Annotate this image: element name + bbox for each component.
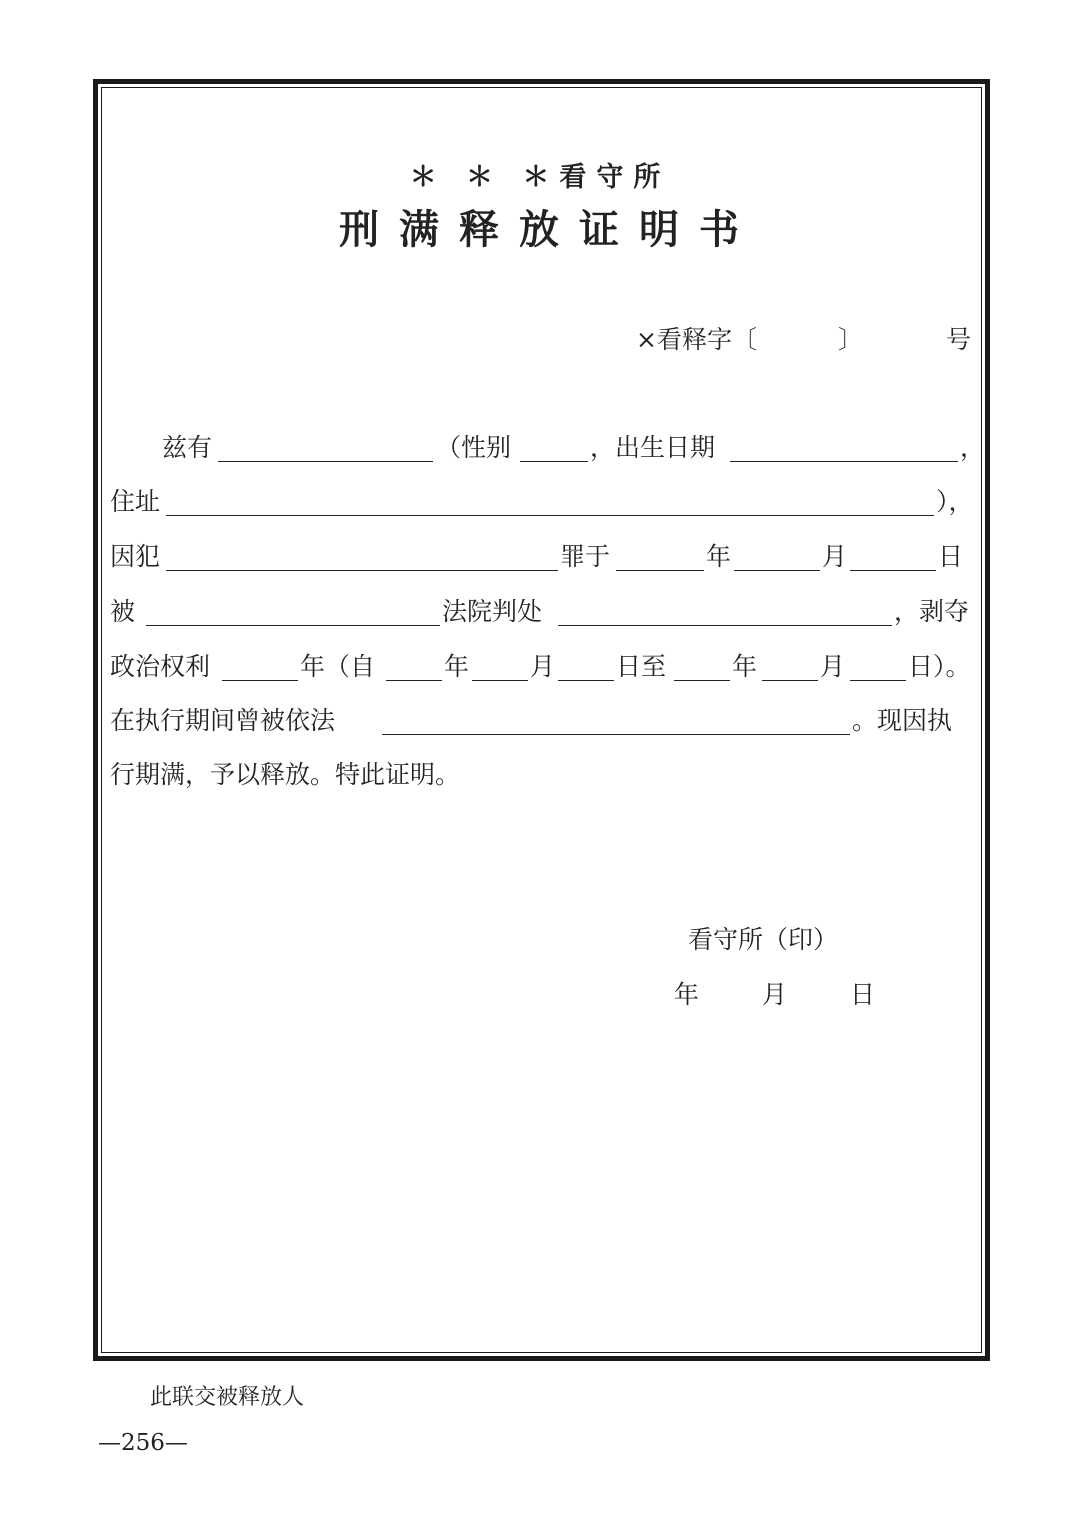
text-address-label: 住址 bbox=[110, 487, 161, 516]
conviction-month-blank[interactable] bbox=[734, 570, 820, 571]
signature-day: 日 bbox=[850, 980, 876, 1009]
text-month: 月 bbox=[530, 652, 556, 681]
text-political-rights: 政治权利 bbox=[110, 652, 211, 681]
birthdate-blank[interactable] bbox=[730, 461, 958, 462]
copy-recipient-note: 此联交被释放人 bbox=[150, 1385, 305, 1410]
name-blank[interactable] bbox=[218, 461, 433, 462]
doc-number-prefix: ×看释字〔 bbox=[636, 325, 757, 354]
signature-month: 月 bbox=[762, 980, 788, 1009]
text-sentenced: 法院判处 bbox=[442, 597, 543, 626]
body-line-3 bbox=[110, 535, 974, 579]
document-title: 刑满释放证明书 bbox=[339, 206, 759, 253]
body-line-5 bbox=[110, 645, 974, 689]
text-deprive: ，剥夺 bbox=[894, 597, 970, 626]
signature-year: 年 bbox=[674, 980, 700, 1009]
end-month-blank[interactable] bbox=[762, 680, 818, 681]
text-birthdate-label: ，出生日期 bbox=[590, 433, 716, 462]
text-convicted-on: 罪于 bbox=[560, 542, 611, 571]
gender-blank[interactable] bbox=[520, 461, 588, 462]
signature-org-seal: 看守所（印） bbox=[688, 925, 839, 954]
rights-years-blank[interactable] bbox=[222, 680, 298, 681]
text-close-paren: ）， bbox=[936, 487, 974, 516]
text-year: 年 bbox=[732, 652, 758, 681]
text-gender-label: （性别 bbox=[436, 433, 512, 462]
body-line-4 bbox=[110, 590, 974, 634]
conviction-day-blank[interactable] bbox=[850, 570, 936, 571]
text-day-close: 日）。 bbox=[908, 652, 971, 681]
start-year-blank[interactable] bbox=[386, 680, 442, 681]
body-line-7 bbox=[110, 753, 974, 797]
doc-number-suffix: 号 bbox=[946, 325, 972, 354]
text-day: 日 bbox=[938, 542, 964, 571]
crime-blank[interactable] bbox=[166, 570, 558, 571]
address-blank[interactable] bbox=[166, 515, 934, 516]
start-day-blank[interactable] bbox=[558, 680, 614, 681]
text-month: 月 bbox=[820, 652, 846, 681]
end-year-blank[interactable] bbox=[674, 680, 730, 681]
end-day-blank[interactable] bbox=[850, 680, 906, 681]
text-during-execution: 在执行期间曾被依法 bbox=[110, 706, 336, 735]
page-number: —256— bbox=[98, 1430, 188, 1456]
text-month: 月 bbox=[822, 542, 848, 571]
text-year: 年 bbox=[444, 652, 470, 681]
conviction-year-blank[interactable] bbox=[616, 570, 704, 571]
sentence-blank[interactable] bbox=[558, 625, 892, 626]
execution-change-blank[interactable] bbox=[382, 734, 850, 735]
start-month-blank[interactable] bbox=[472, 680, 528, 681]
text-ziyou: 兹有 bbox=[162, 433, 213, 462]
doc-number-bracket-close: 〕 bbox=[838, 325, 864, 354]
text-day-to: 日至 bbox=[616, 652, 667, 681]
text-by: 被 bbox=[110, 597, 136, 626]
text-crime-label: 因犯 bbox=[110, 542, 161, 571]
body-line-2 bbox=[110, 480, 974, 524]
text-now-due: 。现因执 bbox=[852, 706, 953, 735]
body-line-6 bbox=[110, 699, 974, 743]
org-title: ＊ ＊ ＊看守所 bbox=[409, 162, 671, 193]
body-line-1 bbox=[110, 426, 986, 470]
text-year-from: 年（自 bbox=[300, 652, 376, 681]
text-release-statement: 行期满，予以释放。特此证明。 bbox=[110, 760, 461, 789]
text-year: 年 bbox=[706, 542, 732, 571]
text-comma: ， bbox=[960, 433, 986, 462]
court-blank[interactable] bbox=[146, 625, 440, 626]
